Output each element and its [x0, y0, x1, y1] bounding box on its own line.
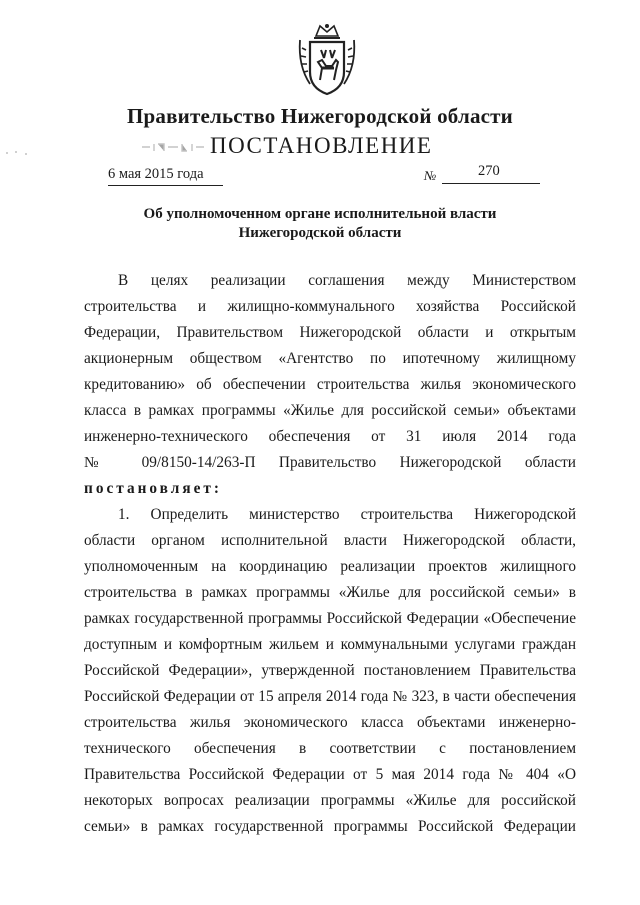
document-type: ПОСТАНОВЛЕНИЕ [210, 133, 433, 158]
body-line: инженерно-технического обеспечения от 31 июля 2014 года [84, 428, 576, 445]
body-line: строительства в рамках программы «Жилье для российской семьи» в [84, 584, 576, 601]
body-line: некоторых вопросах реализации программы «Жилье для российской [84, 792, 576, 809]
body-line: рамках государственной программы Российской Федерации «Обеспечение [84, 610, 576, 627]
body-line: Российской Федерации от 15 апреля 2014 года № 323, в части обеспечения [84, 688, 576, 705]
document-body [84, 268, 576, 840]
body-line: 1. Определить министерство строительства Нижегородской [118, 506, 576, 523]
coat-of-arms-icon [296, 22, 358, 98]
body-line: семьи» в рамках государственной программы Российской Федерации [84, 818, 576, 835]
subject-line-2: Нижегородской области [238, 225, 402, 241]
body-line: акционерным обществом «Агентство по ипотечному жилищному [84, 350, 576, 367]
body-line: кредитованию» об обеспечении строительства жилья экономического [84, 376, 576, 393]
document-number: 270 [478, 163, 500, 179]
subject-line-1: Об уполномоченном органе исполнительной власти [143, 206, 497, 222]
faint-stamp-marks [140, 141, 206, 153]
body-line: Российской Федерации», утвержденной постановлением Правительства [84, 662, 576, 679]
body-line: строительства и жилищно-коммунального хозяйства Российской [84, 298, 576, 315]
body-line: № 09/8150-14/263-П Правительство Нижегородской области [84, 454, 576, 471]
margin-specks [4, 148, 34, 158]
document-date: 6 мая 2015 года [108, 166, 204, 182]
resolves-word: постановляет: [84, 480, 222, 497]
body-line: класса в рамках программы «Жилье для российской семьи» объектами [84, 402, 576, 419]
document-subject [0, 205, 640, 243]
body-line: Федерации, Правительством Нижегородской области и открытым [84, 324, 576, 341]
body-line: Правительства Российской Федерации от 5 мая 2014 года № 404 «О [84, 766, 576, 783]
body-line: уполномоченным на координацию реализации проектов жилищного [84, 558, 576, 575]
number-sign: № [424, 168, 437, 183]
date-underline [108, 185, 223, 186]
body-line: доступным и комфортным жильем и коммунальными услугами граждан [84, 636, 576, 653]
body-line: строительства жилья экономического класса объектами инженерно- [84, 714, 576, 731]
body-line: технического обеспечения в соответствии с постановлением [84, 740, 576, 757]
body-line: В целях реализации соглашения между Министерством [118, 272, 576, 289]
government-title: Правительство Нижегородской области [127, 104, 513, 128]
body-line: области органом исполнительной власти Нижегородской области, [84, 532, 576, 549]
number-underline [442, 183, 540, 184]
